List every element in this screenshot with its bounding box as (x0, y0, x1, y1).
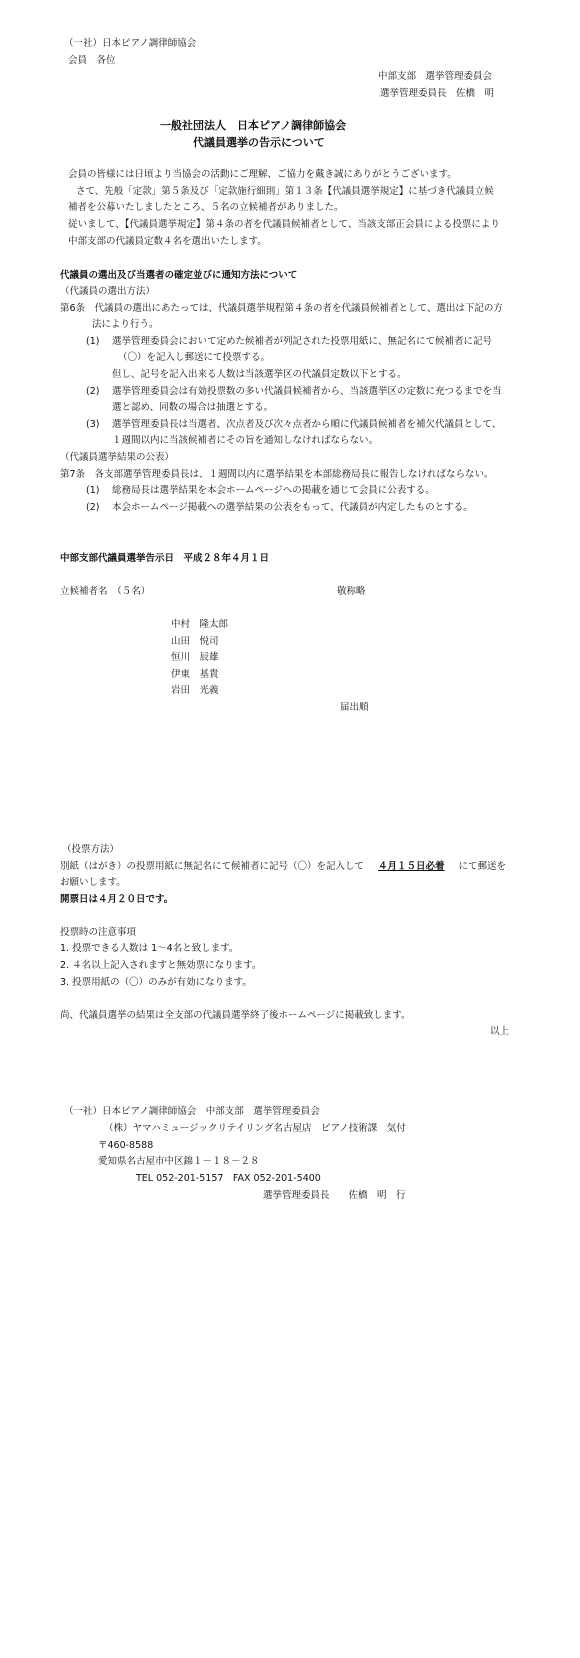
item-number: (2) (86, 502, 100, 513)
intro-line: 補者を公募いたしましたところ、５名の立候補者がありました。 (68, 202, 344, 213)
voting-text: お願いします。 (60, 877, 126, 888)
subheading: （代議員の選出方法） (60, 286, 156, 297)
title-line1: 一般社団法人 日本ピアノ調律師協会 (160, 119, 347, 132)
footer-org: （一社）日本ピアノ調律師協会 中部支部 選挙管理委員会 (64, 1106, 320, 1117)
subheading: （代議員選挙結果の公表） (60, 452, 175, 463)
voting-text: にて郵送を (458, 861, 507, 872)
candidate-name: 岩田 光義 (171, 685, 219, 696)
candidate-name: 恒川 辰雄 (171, 652, 219, 663)
item-text: 選と認め、同数の場合は抽選とする。 (112, 402, 274, 413)
candidate-name: 中村 隆太郎 (171, 619, 229, 630)
honorific-note: 敬称略 (337, 586, 366, 597)
item-number: (3) (86, 419, 100, 430)
item-number: (2) (86, 386, 100, 397)
item-number: (1) (86, 336, 100, 347)
candidates-label: 立候補者名 （５名） (60, 586, 151, 597)
recipient: 会員 各位 (68, 55, 116, 66)
item-text: （〇）を記入し郵送にて投票する。 (118, 352, 271, 363)
footer-zip: 〒460-8588 (98, 1140, 154, 1151)
section-heading: 代議員の選出及び当選者の確定並びに通知方法について (60, 270, 298, 281)
voting-text: 別紙（はがき）の投票用紙に無記名にて候補者に記号（〇）を記入して (60, 861, 365, 872)
voting-heading: （投票方法） (62, 844, 120, 855)
from-dept: 中部支部 選挙管理委員会 (378, 71, 493, 82)
page-title: 代議員選挙の告示について (193, 136, 325, 149)
candidate-name: 伊東 基貴 (171, 669, 219, 680)
intro-line: 従いまして、【代議員選挙規定】第４条の者を代議員候補者として、当該支部正会員による投票により (68, 219, 500, 230)
intro-line: 会員の皆様には日頃より当協会の活動にご理解、ご協力を戴き誠にありがとうございます。 (68, 169, 457, 180)
cautions-heading: 投票時の注意事項 (60, 927, 137, 938)
from-chair: 選挙管理委員長 佐橋 明 (380, 88, 495, 99)
count-day: 開票日は４月２０日です。 (60, 894, 174, 905)
item-text: 選挙管理委員長は当選者、次点者及び次々点者から順に代議員候補者を補欠代議員として、 (112, 419, 502, 430)
voting-instruction (60, 860, 506, 873)
candidate-name: 山田 悦司 (171, 636, 219, 647)
footer-care-of: （株）ヤマハミュージックリテイリング名古屋店 ピアノ技術課 気付 (104, 1123, 406, 1134)
footer-tel-fax: TEL 052-201-5157 FAX 052-201-5400 (136, 1173, 321, 1184)
item-text: １週間以内に当該候補者にその旨を通知しなければならない。 (112, 435, 379, 446)
footer-chair: 選挙管理委員長 佐橋 明 行 (263, 1190, 406, 1201)
intro-line: 中部支部の代議員定数４名を選出いたします。 (68, 236, 267, 247)
article-6: 第6条 代議員の選出にあたっては、代議員選挙規程第４条の者を代議員候補者として、選出は下記の方 (60, 303, 503, 314)
intro-line: さて、先般「定款」第５条及び「定款施行細則」第１３条【代議員選挙規定】に基づき代議員立候 (76, 186, 494, 197)
item-text: 選挙管理委員会は有効投票数の多い代議員候補者から、当該選挙区の定数に充つるまでを当 (112, 386, 502, 397)
item-text: 総務局長は選挙結果を本会ホームページへの掲載を通じて会員に公表する。 (112, 485, 435, 496)
closing-end: 以上 (490, 1026, 510, 1037)
article-6-cont: 法により行う。 (92, 319, 159, 330)
closing-text: 尚、代議員選挙の結果は全支部の代議員選挙終了後ホームページに掲載致します。 (60, 1010, 411, 1021)
item-text: 但し、記号を記入出来る人数は当該選挙区の代議員定数以下とする。 (112, 369, 407, 380)
article-7: 第7条 各支部選挙管理委員長は、１週間以内に選挙結果を本部総務局長に報告しなければならない。 (60, 469, 494, 480)
deadline: ４月１５日必着 (378, 861, 445, 872)
caution-item: 1. 投票できる人数は 1～4名と致します。 (60, 943, 239, 954)
footer-address: 愛知県名古屋市中区錦１－１８－２８ (98, 1156, 260, 1167)
sender-org: （一社）日本ピアノ調律師協会 (64, 38, 197, 49)
item-text: 本会ホームページ掲載への選挙結果の公表をもって、代議員が内定したものとする。 (112, 502, 473, 513)
caution-item: 2. ４名以上記入されますと無効票になります。 (60, 960, 262, 971)
item-text: 選挙管理委員会において定めた候補者が列記された投票用紙に、無記名にて候補者に記号 (112, 336, 493, 347)
item-number: (1) (86, 485, 100, 496)
order-note: 届出順 (340, 702, 369, 713)
notice-date: 中部支部代議員選挙告示日 平成２８年４月１日 (60, 553, 270, 564)
caution-item: 3. 投票用紙の（〇）のみが有効になります。 (60, 977, 252, 988)
